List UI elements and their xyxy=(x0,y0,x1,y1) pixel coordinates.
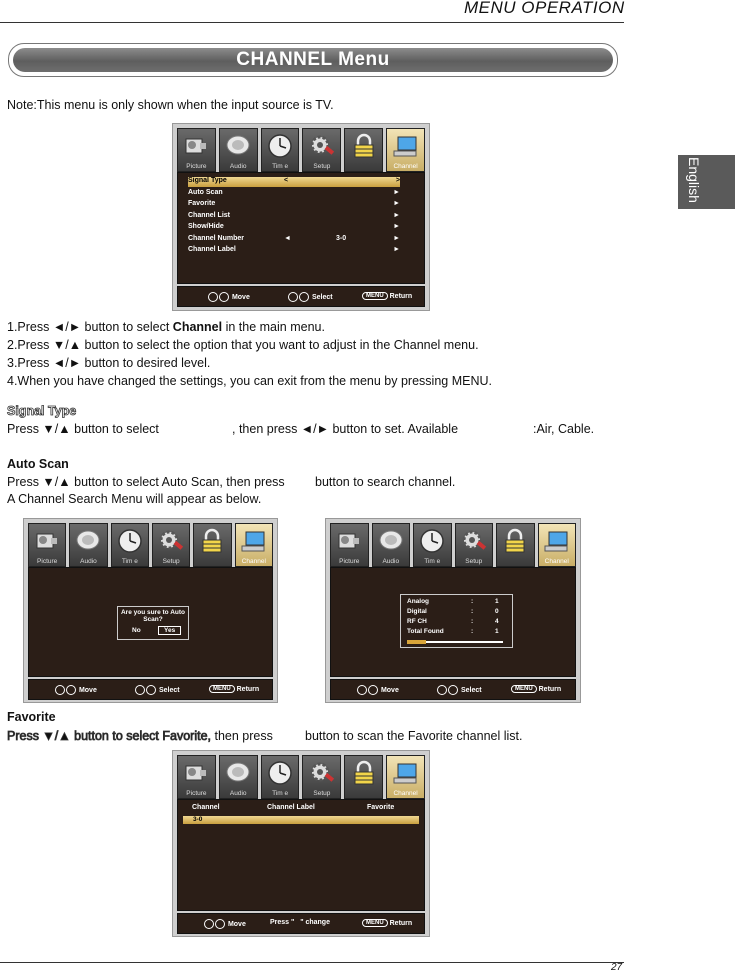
tab-time[interactable] xyxy=(261,755,300,799)
down-icon xyxy=(368,685,378,695)
menu-item[interactable] xyxy=(188,177,400,187)
tab-lock[interactable] xyxy=(344,128,383,172)
header-title: MENU OPERATION xyxy=(464,0,625,17)
down-icon xyxy=(215,919,225,929)
tab-setup[interactable] xyxy=(455,523,494,567)
return-hint: MENU Return xyxy=(362,292,412,300)
audio-icon xyxy=(377,528,405,554)
scan-row-sep: : xyxy=(471,598,474,605)
scan-row xyxy=(407,598,507,607)
menu-tabs xyxy=(330,523,576,567)
lock-icon xyxy=(198,528,226,554)
favorite-list-screen xyxy=(172,750,430,937)
up-icon xyxy=(357,685,367,695)
scan-row-label: Total Found xyxy=(407,628,444,635)
tab-setup[interactable] xyxy=(302,755,341,799)
auto-scan-text-b: button to search channel. xyxy=(315,475,456,489)
menu-item[interactable] xyxy=(188,235,400,245)
setup-gear-icon xyxy=(157,528,185,554)
channel-tv-icon xyxy=(240,528,268,554)
right-arrow-icon: ► xyxy=(393,188,400,196)
tab-time[interactable] xyxy=(413,523,452,567)
signal-type-text-b: , then press ◄/► button to set. Available xyxy=(232,422,459,436)
clock-icon xyxy=(266,760,294,786)
tab-label: Audio xyxy=(80,558,97,565)
down-icon xyxy=(66,685,76,695)
lock-icon xyxy=(350,760,378,786)
right-arrow-icon: ► xyxy=(393,246,400,253)
tab-label: Setup xyxy=(313,163,331,170)
tab-label: Setup xyxy=(313,790,331,797)
menu-body xyxy=(177,172,425,284)
tab-label: Audio xyxy=(382,558,400,565)
tab-label: Channel xyxy=(544,558,569,565)
section-banner xyxy=(8,43,618,77)
select-hint: Select xyxy=(288,292,333,302)
tab-audio[interactable] xyxy=(219,128,258,172)
yes-button[interactable]: Yes xyxy=(158,626,181,635)
menu-item-label: Signal Type xyxy=(188,177,227,184)
setup-gear-icon xyxy=(308,133,336,159)
right-arrow-icon: ► xyxy=(393,223,400,230)
clock-icon xyxy=(418,528,446,554)
tab-label: Tim e xyxy=(272,163,289,170)
tab-channel[interactable] xyxy=(235,523,273,567)
tab-channel[interactable] xyxy=(538,523,577,567)
menu-item-value: 3-0 xyxy=(336,234,347,242)
left-icon xyxy=(135,685,145,695)
right-arrow-icon: ► xyxy=(393,234,400,242)
tab-label: Audio xyxy=(229,790,247,797)
language-tab xyxy=(678,155,735,209)
note-text: Note:This menu is only shown when the input source is TV. xyxy=(7,98,334,112)
setup-gear-icon xyxy=(308,760,336,786)
menu-item-label: Channel List xyxy=(188,211,231,219)
menu-item[interactable] xyxy=(188,223,400,233)
menu-item[interactable] xyxy=(188,189,400,199)
right-icon xyxy=(299,292,309,302)
left-icon xyxy=(437,685,447,695)
menu-item[interactable] xyxy=(188,212,400,222)
scan-row-sep: : xyxy=(471,618,474,625)
tab-label: Setup xyxy=(162,558,180,565)
scan-progress-track xyxy=(407,641,503,643)
menu-item[interactable] xyxy=(188,246,400,256)
right-icon xyxy=(448,685,458,695)
move-hint: Move xyxy=(208,292,250,302)
favorite-text: Press ▼/▲ button to select Favorite, then press xyxy=(7,729,273,743)
tab-lock[interactable] xyxy=(193,523,231,567)
menu-tabs xyxy=(177,128,425,172)
menu-key-icon: MENU xyxy=(209,685,235,693)
scan-row-value: 1 xyxy=(495,598,499,605)
tab-label: Setup xyxy=(465,558,483,565)
tab-label: Tim e xyxy=(272,790,289,797)
step-2: 2.Press ▼/▲ button to select the option that you want to adjust in the Channel menu. xyxy=(7,338,479,352)
channel-tv-icon xyxy=(392,760,420,786)
menu-key-icon: MENU xyxy=(362,292,388,300)
move-hint: Move xyxy=(357,685,399,695)
header-rule xyxy=(0,22,624,23)
clock-icon xyxy=(266,133,294,159)
move-hint: Move xyxy=(55,685,97,695)
setup-gear-icon xyxy=(460,528,488,554)
left-arrow-icon: < xyxy=(284,177,289,184)
clock-icon xyxy=(116,528,144,554)
tab-time[interactable] xyxy=(111,523,149,567)
tab-audio[interactable] xyxy=(219,755,258,799)
favorite-text-c: button to scan the Favorite channel list. xyxy=(305,729,523,743)
step-4: 4.When you have changed the settings, you can exit from the menu by pressing MENU. xyxy=(7,374,492,388)
picture-icon xyxy=(33,528,61,554)
right-arrow-icon: > xyxy=(395,177,400,184)
select-hint: Select xyxy=(135,685,180,695)
right-icon xyxy=(146,685,156,695)
menu-footer xyxy=(177,286,425,307)
picture-icon xyxy=(335,528,363,554)
fav-col-label: Channel Label xyxy=(267,804,315,811)
tab-audio[interactable] xyxy=(372,523,411,567)
tab-picture[interactable] xyxy=(28,523,66,567)
menu-body xyxy=(177,799,425,911)
menu-tabs xyxy=(28,523,273,567)
signal-type-text-a: Press ▼/▲ button to select xyxy=(7,422,159,436)
tab-label: Channel xyxy=(393,163,418,170)
scan-row-sep: : xyxy=(471,628,474,635)
scan-row-label: RF CH xyxy=(407,618,427,625)
menu-tabs xyxy=(177,755,425,799)
move-hint: Move xyxy=(204,919,246,929)
up-icon xyxy=(204,919,214,929)
tab-setup[interactable] xyxy=(302,128,341,172)
tab-label: Picture xyxy=(186,790,207,797)
step-3: 3.Press ◄/► button to desired level. xyxy=(7,356,211,370)
left-arrow-icon: ◄ xyxy=(284,234,291,242)
fav-row[interactable]: 3-0 xyxy=(183,816,419,824)
tab-picture[interactable] xyxy=(330,523,369,567)
fav-header xyxy=(192,804,412,814)
scan-row xyxy=(407,618,507,627)
tab-label: Audio xyxy=(229,163,247,170)
tab-label: Picture xyxy=(37,558,58,565)
right-arrow-icon: ► xyxy=(393,200,400,207)
tab-picture[interactable] xyxy=(177,755,216,799)
banner-title: CHANNEL Menu xyxy=(13,48,613,72)
menu-body xyxy=(330,567,576,677)
footer-rule xyxy=(0,962,624,963)
tab-label: Tim e xyxy=(424,558,441,565)
picture-icon xyxy=(182,133,210,159)
tab-picture[interactable] xyxy=(177,128,216,172)
tab-channel[interactable] xyxy=(386,755,425,799)
up-icon xyxy=(55,685,65,695)
return-hint: MENU Return xyxy=(511,685,561,693)
scan-row-label: Digital xyxy=(407,608,427,615)
tab-label: Channel xyxy=(241,558,266,565)
tab-lock[interactable] xyxy=(344,755,383,799)
audio-icon xyxy=(224,133,252,159)
scan-row xyxy=(407,628,507,637)
select-hint: Select xyxy=(437,685,482,695)
fav-col-favorite: Favorite xyxy=(367,804,395,811)
signal-type-heading: Signal Type xyxy=(7,404,77,418)
tab-label: Picture xyxy=(186,163,207,170)
channel-tv-icon xyxy=(392,133,420,159)
auto-scan-heading: Auto Scan xyxy=(7,457,69,471)
auto-scan-confirm-screen xyxy=(23,518,278,703)
down-icon xyxy=(219,292,229,302)
picture-icon xyxy=(182,760,210,786)
scan-result-screen xyxy=(325,518,581,703)
confirm-line2: Scan? xyxy=(143,616,163,623)
tab-label: Picture xyxy=(339,558,360,565)
menu-item-label: Favorite xyxy=(188,200,216,207)
scan-row-value: 1 xyxy=(495,628,499,635)
scan-row-sep: : xyxy=(471,608,474,615)
channel-tv-icon xyxy=(543,528,571,554)
tab-channel[interactable] xyxy=(386,128,425,172)
menu-item-label: Auto Scan xyxy=(188,188,223,196)
scan-row-value: 0 xyxy=(495,608,499,615)
lock-icon xyxy=(501,528,529,554)
return-hint: MENU Return xyxy=(362,919,412,927)
audio-icon xyxy=(74,528,102,554)
scan-result-box xyxy=(400,594,513,648)
scan-row-label: Analog xyxy=(407,598,430,605)
menu-key-icon: MENU xyxy=(362,919,388,927)
left-icon xyxy=(288,292,298,302)
menu-footer xyxy=(177,913,425,934)
step-1: 1.Press ◄/► button to select Channel in the main menu. xyxy=(7,320,325,334)
menu-item-label: Channel Number xyxy=(188,234,245,242)
up-icon xyxy=(208,292,218,302)
tab-audio[interactable] xyxy=(69,523,107,567)
tab-label: Channel xyxy=(393,790,418,797)
signal-type-text-c: :Air, Cable. xyxy=(533,422,595,436)
tab-time[interactable] xyxy=(261,128,300,172)
scan-progress-fill xyxy=(407,640,426,644)
change-hint: Press " " change xyxy=(270,919,330,926)
channel-menu-screen xyxy=(172,123,430,311)
menu-item[interactable] xyxy=(188,200,400,210)
menu-footer xyxy=(28,679,273,700)
auto-scan-text-c: A Channel Search Menu will appear as below. xyxy=(7,492,262,506)
tab-setup[interactable] xyxy=(152,523,190,567)
menu-item-label: Channel Label xyxy=(188,246,236,253)
scan-row xyxy=(407,608,507,617)
no-button[interactable]: No xyxy=(132,627,141,634)
lock-icon xyxy=(350,133,378,159)
language-tab-label: English xyxy=(686,157,702,203)
tab-label: Tim e xyxy=(121,558,138,565)
scan-row-value: 4 xyxy=(495,618,499,625)
confirm-line1: Are you sure to Auto xyxy=(120,609,186,616)
right-arrow-icon: ► xyxy=(393,211,400,219)
menu-footer xyxy=(330,679,576,700)
fav-col-channel: Channel xyxy=(192,804,220,811)
menu-key-icon: MENU xyxy=(511,685,537,693)
tab-lock[interactable] xyxy=(496,523,535,567)
menu-item-label: Show/Hide xyxy=(188,223,224,230)
confirm-dialog xyxy=(117,606,189,640)
menu-body xyxy=(28,567,273,677)
audio-icon xyxy=(224,760,252,786)
auto-scan-text-a: Press ▼/▲ button to select Auto Scan, then press xyxy=(7,475,285,489)
page-number: 27 xyxy=(611,962,623,973)
favorite-heading: Favorite xyxy=(7,710,56,724)
return-hint: MENU Return xyxy=(209,685,259,693)
